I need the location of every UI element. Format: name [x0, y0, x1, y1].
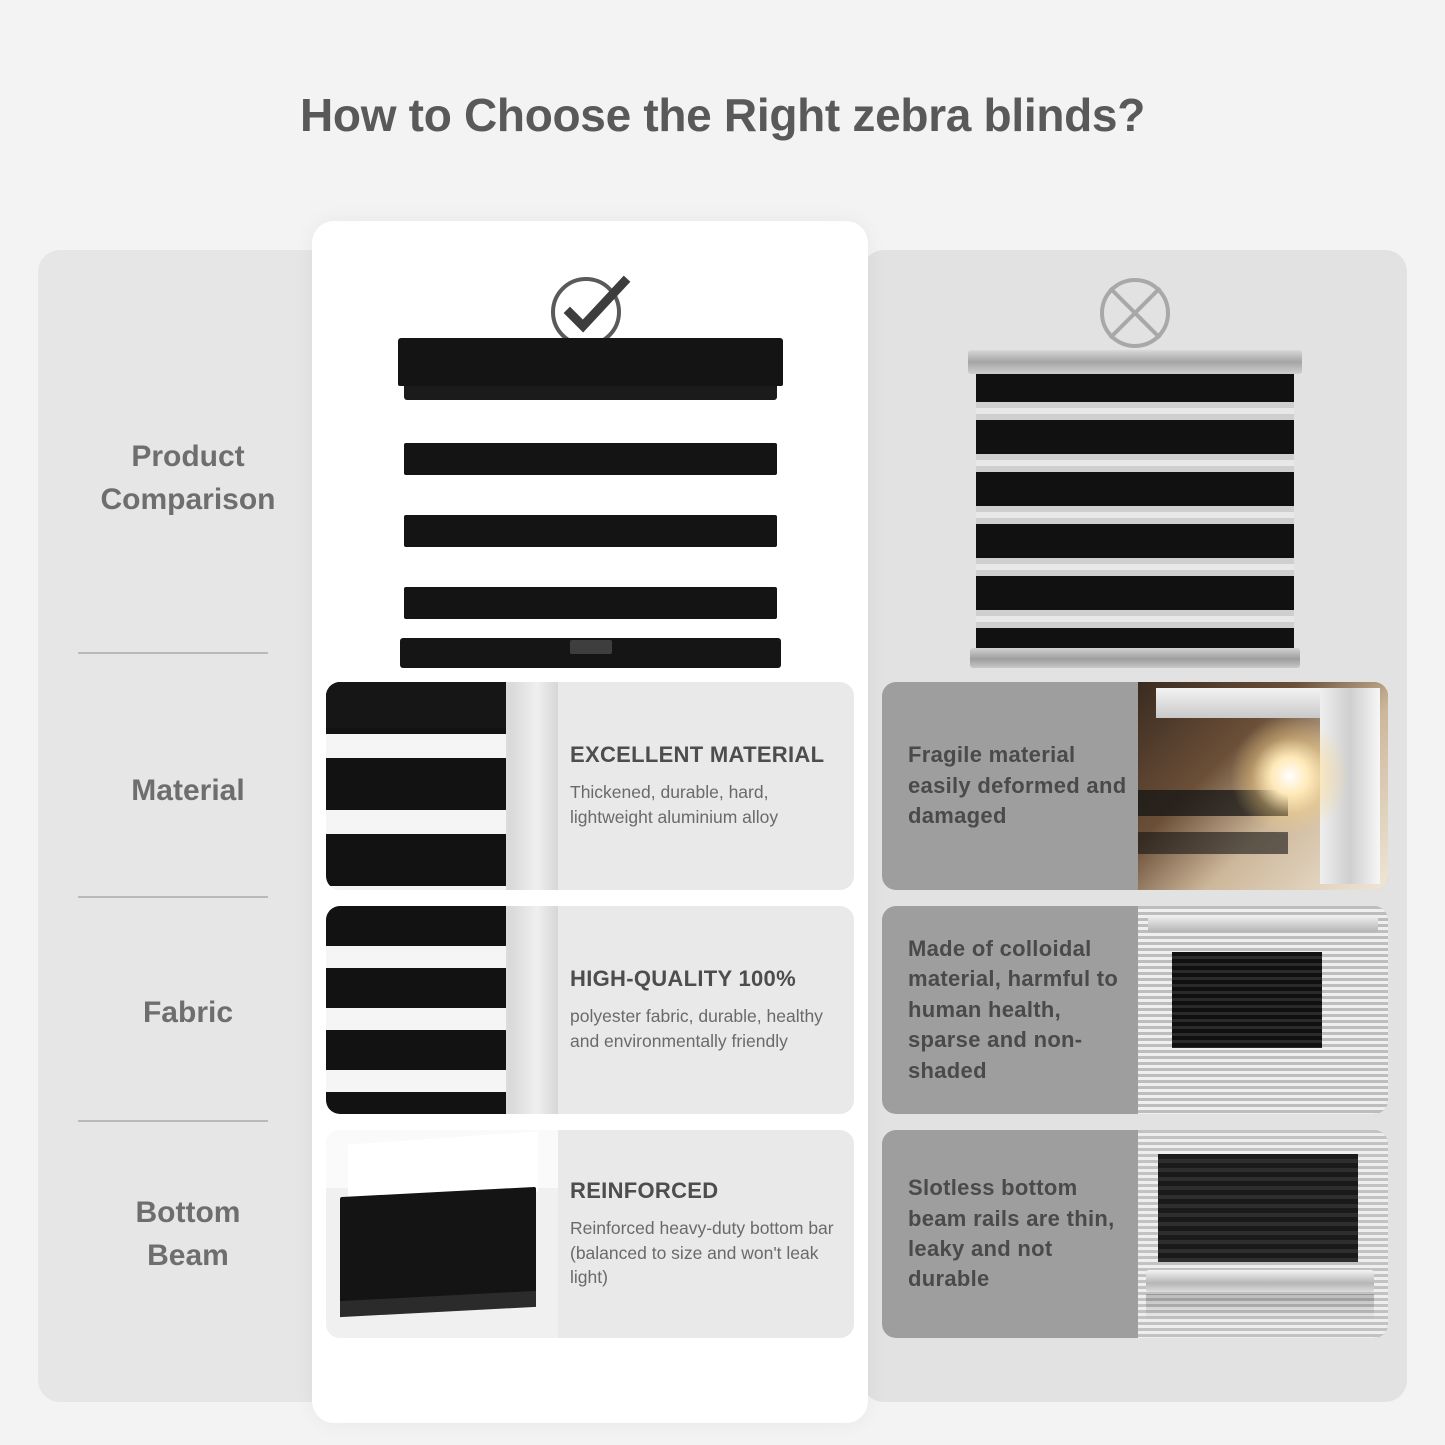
cross-circle-icon — [1092, 270, 1178, 356]
good-material-text — [570, 682, 836, 890]
bad-bottom-beam-card — [882, 1130, 1388, 1338]
good-material-card — [326, 682, 854, 890]
row-divider — [78, 652, 268, 654]
good-bottom-beam-body: Reinforced heavy-duty bottom bar (balanced to size and won't leak light) — [570, 1217, 834, 1288]
good-zebra-blind-illustration — [398, 338, 783, 668]
bad-fabric-card — [882, 906, 1388, 1114]
row-label-bottom-beam-line2: Beam — [147, 1238, 229, 1272]
good-bottom-beam-text — [570, 1130, 836, 1338]
good-bottom-beam-card — [326, 1130, 854, 1338]
good-fabric-text — [570, 906, 836, 1114]
good-bottom-beam-thumbnail — [326, 1130, 558, 1338]
blind-panel — [1172, 952, 1322, 1048]
blind-panel — [1158, 1154, 1358, 1262]
page-title: How to Choose the Right zebra blinds? — [300, 89, 1145, 141]
bad-material-text — [908, 682, 1138, 890]
row-label-fabric: Fabric — [142, 996, 234, 1029]
good-bottom-beam-heading: REINFORCED — [570, 1177, 719, 1203]
bottom-bar-handle — [570, 640, 612, 654]
good-fabric-thumbnail — [326, 906, 558, 1114]
headrail — [398, 338, 783, 386]
row-label-product-comparison-line1: Product — [131, 440, 245, 473]
sparse-mesh-photo — [1138, 906, 1388, 1114]
thin-bottom-rail — [1146, 1270, 1374, 1292]
row-label-bottom-beam — [38, 1192, 338, 1277]
bad-fabric-text — [908, 906, 1138, 1114]
blind-slat — [404, 443, 777, 475]
row-label-product-comparison — [38, 436, 338, 521]
headrail — [1148, 916, 1378, 932]
good-material-thumbnail — [326, 682, 558, 890]
bad-material-heading: Fragile material easily deformed and damaged — [908, 742, 1127, 829]
sun-flare-icon — [1230, 716, 1350, 836]
headrail — [326, 682, 506, 728]
blind-photo — [326, 682, 558, 890]
good-fabric-card — [326, 906, 854, 1114]
good-fabric-body: polyester fabric, durable, healthy and environmentally friendly — [570, 1006, 823, 1051]
zebra-stripes — [326, 906, 506, 1114]
bottom-bar — [970, 648, 1300, 668]
thin-rail-photo — [1138, 1130, 1388, 1338]
good-material-body: Thickened, durable, hard, lightweight aluminium alloy — [570, 782, 779, 827]
row-label-material: Material — [131, 774, 245, 807]
rail-shadow — [1146, 1294, 1374, 1320]
bad-zebra-blind-illustration — [976, 368, 1294, 652]
bad-bottom-beam-thumbnail — [1138, 1130, 1388, 1338]
bad-material-thumbnail — [1138, 682, 1388, 890]
good-material-heading: EXCELLENT MATERIAL — [570, 742, 825, 768]
bad-fabric-thumbnail — [1138, 906, 1388, 1114]
good-fabric-heading: HIGH-QUALITY 100% — [570, 966, 796, 992]
bad-fabric-heading: Made of colloidal material, harmful to human health, sparse and non-shaded — [908, 936, 1119, 1083]
blind-photo — [326, 906, 558, 1114]
row-divider — [78, 896, 268, 898]
row-label-bottom-beam-line1: Bottom — [135, 1196, 241, 1229]
bad-bottom-beam-heading: Slotless bottom beam rails are thin, leaky and not durable — [908, 1175, 1115, 1292]
bad-material-card — [882, 682, 1388, 890]
row-label-product-comparison-line2: Comparison — [100, 482, 276, 516]
row-divider — [78, 1120, 268, 1122]
headrail — [968, 350, 1302, 374]
bottom-bar-photo — [326, 1130, 558, 1338]
sunlight-leak-photo — [1138, 682, 1388, 890]
blind-slat — [404, 587, 777, 619]
blind-slat — [404, 515, 777, 547]
bad-bottom-beam-text — [908, 1130, 1138, 1338]
